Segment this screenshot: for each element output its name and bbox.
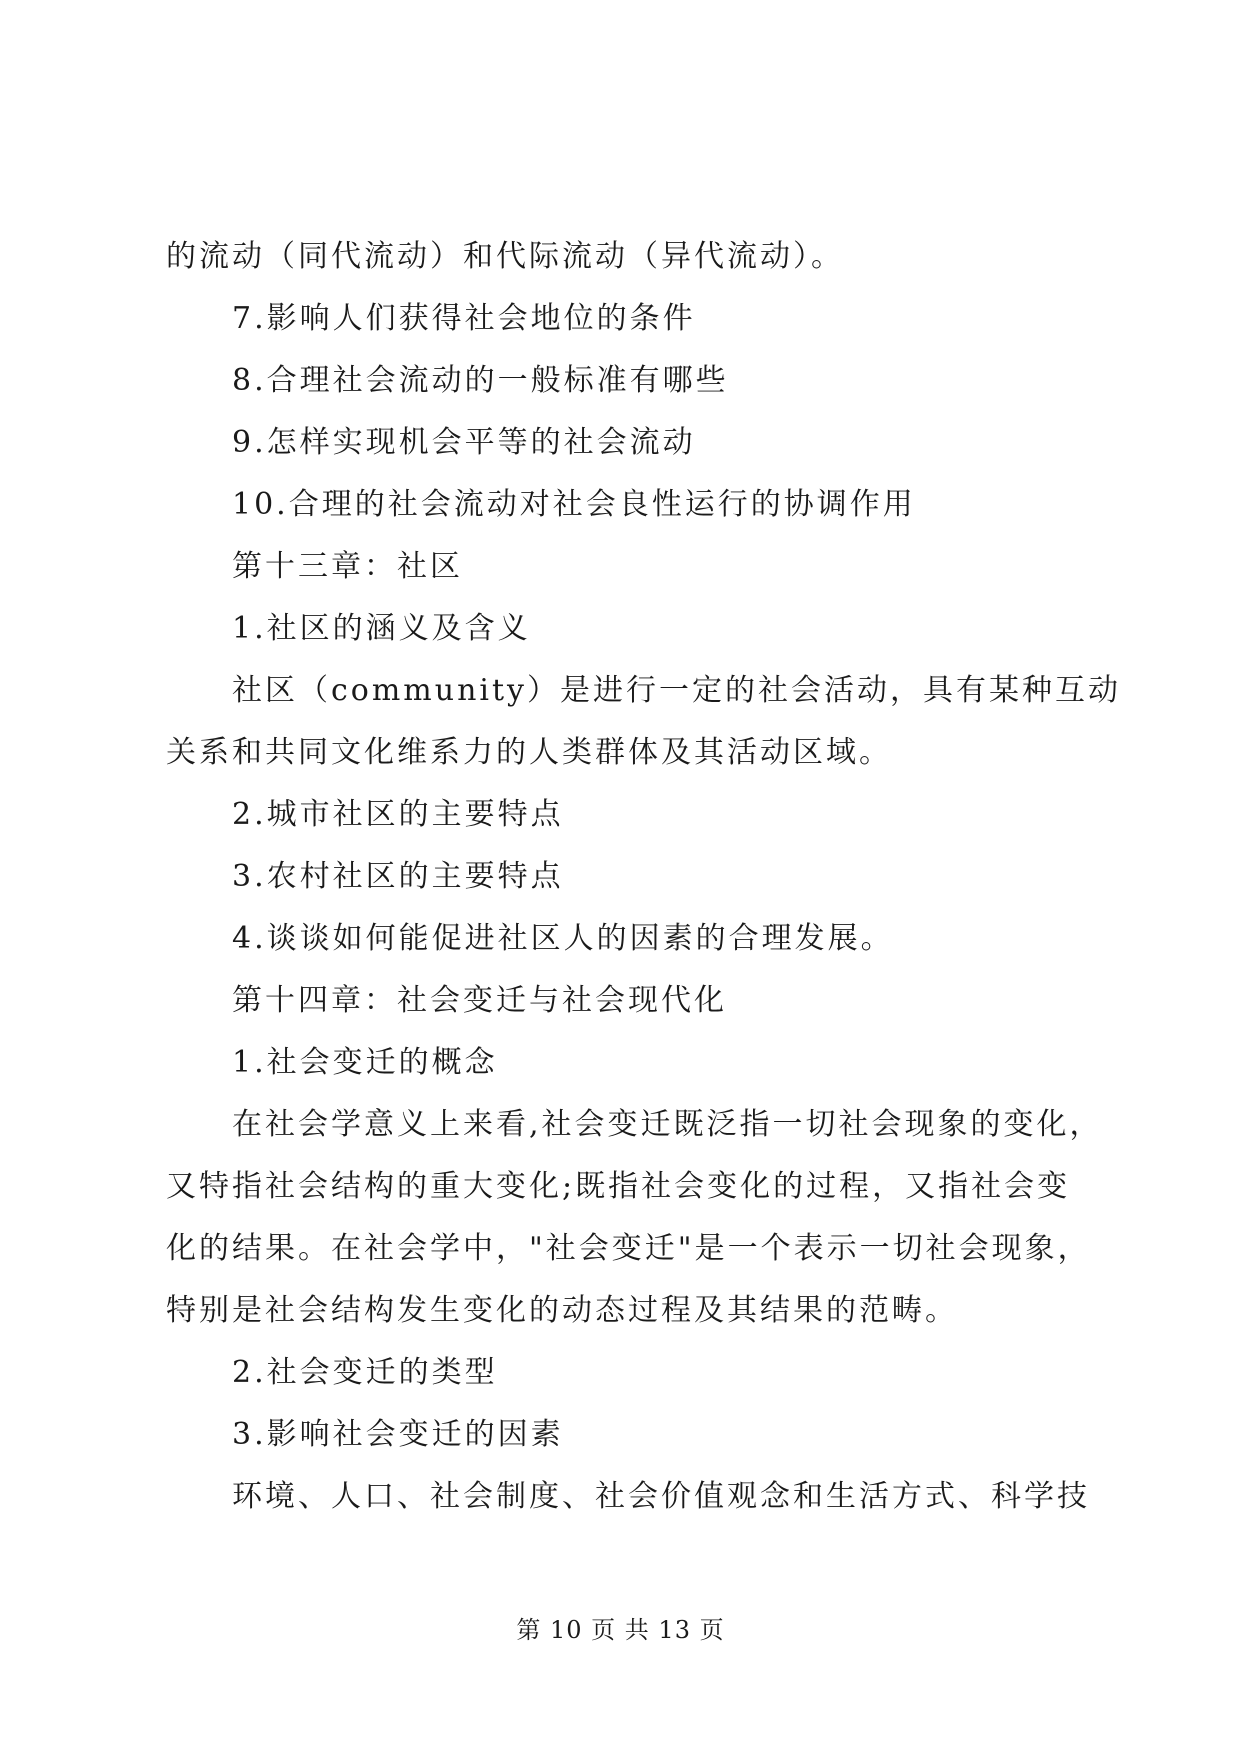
text-line: 环境、人口、社会制度、社会价值观念和生活方式、科学技 xyxy=(232,1479,1090,1514)
text-line: 2.社会变迁的类型 xyxy=(232,1355,498,1390)
text-line: 10.合理的社会流动对社会良性运行的协调作用 xyxy=(232,487,916,522)
chapter-heading: 第十三章：社区 xyxy=(232,549,463,584)
text-line: 关系和共同文化维系力的人类群体及其活动区域。 xyxy=(166,735,892,770)
text-line: 4.谈谈如何能促进社区人的因素的合理发展。 xyxy=(232,921,894,956)
text-line: 1.社区的涵义及含义 xyxy=(232,611,531,646)
body-text xyxy=(166,226,1121,1528)
text-line: 7.影响人们获得社会地位的条件 xyxy=(232,301,696,336)
text-line: 2.城市社区的主要特点 xyxy=(232,797,564,832)
chapter-heading: 第十四章：社会变迁与社会现代化 xyxy=(232,983,727,1018)
text-line: 在社会学意义上来看,社会变迁既泛指一切社会现象的变化， xyxy=(232,1107,1103,1142)
text-line: 9.怎样实现机会平等的社会流动 xyxy=(232,425,696,460)
text-line: 社区（community）是进行一定的社会活动，具有某种互动 xyxy=(232,673,1121,708)
text-line: 又特指社会结构的重大变化;既指社会变化的过程，又指社会变 xyxy=(166,1169,1071,1204)
text-line: 特别是社会结构发生变化的动态过程及其结果的范畴。 xyxy=(166,1293,958,1328)
text-line: 8.合理社会流动的一般标准有哪些 xyxy=(232,363,729,398)
text-line: 3.农村社区的主要特点 xyxy=(232,859,564,894)
text-line: 化的结果。在社会学中，"社会变迁"是一个表示一切社会现象， xyxy=(166,1231,1091,1266)
text-line: 1.社会变迁的概念 xyxy=(232,1045,498,1080)
page-number-footer: 第 10 页 共 13 页 xyxy=(516,1616,725,1644)
text-line: 3.影响社会变迁的因素 xyxy=(232,1417,564,1452)
text-line: 的流动（同代流动）和代际流动（异代流动）。 xyxy=(166,239,844,274)
